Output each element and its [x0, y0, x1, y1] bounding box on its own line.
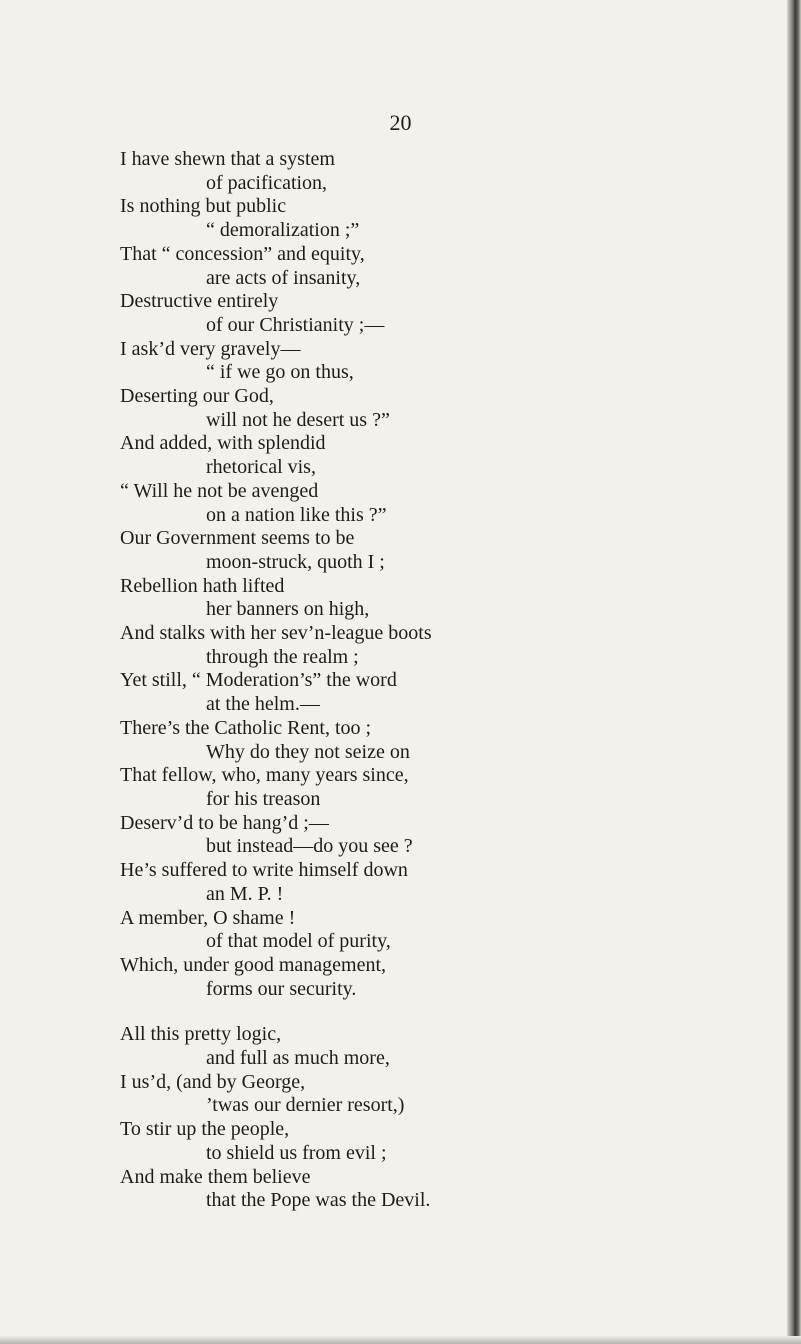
poem-line: but instead—do you see ? [206, 835, 413, 858]
poem-line: her banners on high, [206, 598, 370, 621]
poem-line: Rebellion hath lifted [120, 574, 285, 597]
poem-line: and full as much more, [206, 1047, 390, 1070]
poem-line: on a nation like this ?” [206, 503, 387, 526]
stanza [120, 1023, 680, 1213]
poem-line: I us’d, (and by George, [120, 1070, 306, 1093]
poem-line: rhetorical vis, [206, 456, 316, 479]
poem-line: Destructive entirely [120, 290, 279, 313]
poem-line: for his treason [206, 787, 321, 810]
poem-line: forms our security. [206, 977, 357, 1000]
poem-line: “ if we go on thus, [206, 361, 354, 384]
poem-line: That “ concession” and equity, [120, 242, 365, 265]
stanza [120, 148, 680, 1001]
poem-line: to shield us from evil ; [206, 1141, 387, 1164]
poem-line: A member, O shame ! [120, 906, 296, 929]
poem-line: “ Will he not be avenged [120, 479, 319, 502]
poem-line: of that model of purity, [206, 930, 391, 953]
poem-line: And added, with splendid [120, 432, 326, 455]
poem-line: are acts of insanity, [206, 266, 361, 289]
poem-line: Yet still, “ Moderation’s” the word [120, 669, 397, 692]
poem-line: There’s the Catholic Rent, too ; [120, 716, 372, 739]
poem-line: And make them believe [120, 1165, 311, 1188]
poem-line: an M. P. ! [206, 882, 284, 905]
poem-line: I ask’d very gravely— [120, 337, 301, 360]
poem-line: Deserv’d to be hang’d ;— [120, 811, 329, 834]
poem-line: “ demoralization ;” [206, 219, 360, 242]
page-edge-shadow [787, 0, 801, 1344]
poem-line: He’s suffered to write himself down [120, 859, 408, 882]
poem-line: at the helm.— [206, 693, 320, 716]
poem-line: All this pretty logic, [120, 1023, 282, 1046]
poem-line: Our Government seems to be [120, 527, 355, 550]
poem-line: That fellow, who, many years since, [120, 764, 409, 787]
poem-line: Deserting our God, [120, 385, 274, 408]
poem-line: Why do they not seize on [206, 740, 410, 763]
poem-body [120, 148, 680, 1213]
poem-line: through the realm ; [206, 645, 359, 668]
page-number: 20 [389, 110, 412, 135]
poem-line: will not he desert us ?” [206, 408, 390, 431]
poem-line: Which, under good management, [120, 953, 387, 976]
poem-line: that the Pope was the Devil. [206, 1189, 431, 1212]
poem-line: I have shewn that a system [120, 148, 335, 170]
poem-line: moon-struck, quoth I ; [206, 550, 385, 573]
poem-line: And stalks with her sev’n-league boots [120, 622, 432, 645]
poem-line: ’twas our dernier resort,) [206, 1094, 405, 1117]
poem-line: of our Christianity ;— [206, 313, 385, 336]
stanza-gap [120, 1001, 680, 1023]
page-bottom-edge [0, 1336, 801, 1344]
poem-line: of pacification, [206, 171, 328, 194]
poem-line: Is nothing but public [120, 195, 287, 218]
poem-line: To stir up the people, [120, 1118, 290, 1141]
